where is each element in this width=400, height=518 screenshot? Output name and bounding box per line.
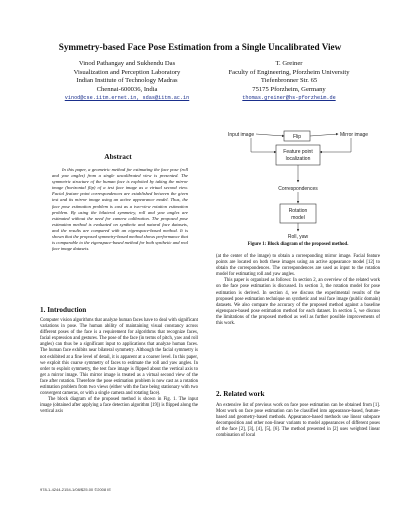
label-mirror-image: Mirror image <box>340 132 369 138</box>
author-names-right: T. Greiner <box>275 60 303 67</box>
label-correspondences: Correspondences <box>278 186 318 192</box>
block-diagram-figure <box>216 128 380 241</box>
arrow-flip-to-mirror <box>310 134 338 136</box>
introduction-body <box>40 318 198 416</box>
author-names-left: Vinod Pathangay and Sukhendu Das <box>78 60 176 67</box>
label-localization: localization <box>285 156 311 162</box>
authors-right-block <box>214 60 364 103</box>
author-address-right: Tiefenbronner Str. 65 <box>260 77 318 85</box>
introduction-heading: 1. Introduction <box>40 306 87 314</box>
author-lab-right: Faculty of Engineering, Pforzheim University <box>228 68 350 76</box>
right-column-paragraph-2: This paper is organized as follows: In section 2, an overview of the related work on the face pose estimation is discussed. In section 3, the rotation model for pose estimation is derived. In section 4, we discuss the experimental results of the proposed pose estimation technique on synthetic and real face image (public domain) datasets. We also compare the accuracy of the proposed method against a baseline eigenspace-based pose estimation method for each dataset. In section 5, we discuss the limitations of the proposed method as well as further possible improvements of this work. <box>216 278 380 327</box>
authors-left-block <box>42 60 212 103</box>
paper-title: Symmetry-based Face Pose Estimation from a Single Uncalibrated View <box>58 42 342 52</box>
author-city-left: Chennai-600036, India <box>96 85 158 93</box>
footer-copyright: 978-1-4244-2154-1/08/$25.00 ©2008 IE <box>40 487 112 492</box>
block-diagram <box>216 128 380 241</box>
related-work-paragraph-1: An extensive list of previous work on face pose estimation can be obtained from [1]. Most work on face pose estimation can be classified into appearance-based, feature-based and geometry-based methods. Appearance-based methods use linear subspace decomposition and other non-linear variants to model appearances of different poses of the face [2], [3], [4], [5], [6]. The method presented in [2] uses weighted linear combination of local <box>216 403 380 439</box>
label-feature-point: Feature point <box>283 149 313 155</box>
right-column-body <box>216 254 380 327</box>
author-email-right[interactable]: thomas.greiner@hs-pforzheim.de <box>242 95 336 102</box>
related-work-heading: 2. Related work <box>216 390 265 398</box>
label-model: model <box>291 215 305 221</box>
introduction-paragraph-1: Computer vision algorithms that analyze human faces have to deal with significant variations in pose. The human ability of maintaining visual constancy across different poses of the face is a requirement for algorithms that recognize faces, facial expression and gestures. The pose of the face (in terms of pitch, yaw and roll angles) can thus be a significant input to applications that analyze human faces. The human face exhibits near bilateral symmetry. Although the facial symmetry is not exhibited at a fine level of detail, it is apparent at a coarser level. In this paper, we exploit this coarse symmetry of faces to estimate the roll and yaw angles. In order to exploit symmetry, the test face image is flipped about the vertical axis to get a mirror image. This mirror image is treated as a virtual second view of the face after rotation. Therefore the pose estimation problem is now cast as a rotation estimation problem from two views (either with the face being stationary with two convergent cameras, or with a single camera and rotating face). <box>40 318 198 397</box>
author-institute-left: Indian Institute of Technology Madras <box>76 77 178 85</box>
abstract-text: In this paper, a geometric method for estimating the face pose (roll and yaw angles) from a single uncalibrated view is presented. The symmetric structure of the human face is exploited by taking the mirror image (horizontal flip) of a test face image as a virtual second view. Facial feature point correspondences are established between the given test and its mirror image using an active appearance model. Thus, the face pose estimation problem is cast as a two-view rotation estimation problem. By using the bilateral symmetry, roll and yaw angles are estimated without the need for camera calibration. The proposed pose estimation method is evaluated on synthetic and natural face datasets, and the results are compared with an eigenspace-based method. It is shown that the proposed symmetry-based method shows performance that is comparable to the eigenspace-based method for both synthetic and real face image datasets. <box>52 167 188 252</box>
figure-caption: Figure 1: Block diagram of the proposed method. <box>247 242 349 247</box>
label-rotation: Rotation <box>288 208 308 214</box>
label-flip: Flip <box>292 134 302 140</box>
author-lab-left: Visualization and Perception Laboratory <box>73 68 181 76</box>
related-work-body <box>216 403 380 440</box>
introduction-paragraph-2: The block diagram of the proposed method is shown in Fig. 1. The input image (obtained after applying a face detection algorithm [19]) is flipped along the vertical axis <box>40 397 198 415</box>
label-input-image: Input image <box>228 132 255 138</box>
label-roll-yaw: Roll, yaw <box>287 234 309 240</box>
right-column-paragraph-1: (at the center of the image) to obtain a corresponding mirror image. Facial feature points are located on both these images using an active appearance model [12] to obtain the correspondences. The correspondences are used as input to the rotation model for estimating roll and yaw angles. <box>216 254 380 278</box>
author-city-right: 75175 Pforzheim, Germany <box>252 85 326 93</box>
feature-localization-box <box>276 145 320 165</box>
arrow-input-to-flip <box>256 134 284 136</box>
author-email-left[interactable]: vinod@cse.iitm.ernet.in, sdas@iitm.ac.in <box>64 95 190 102</box>
abstract-heading: Abstract <box>104 152 132 161</box>
